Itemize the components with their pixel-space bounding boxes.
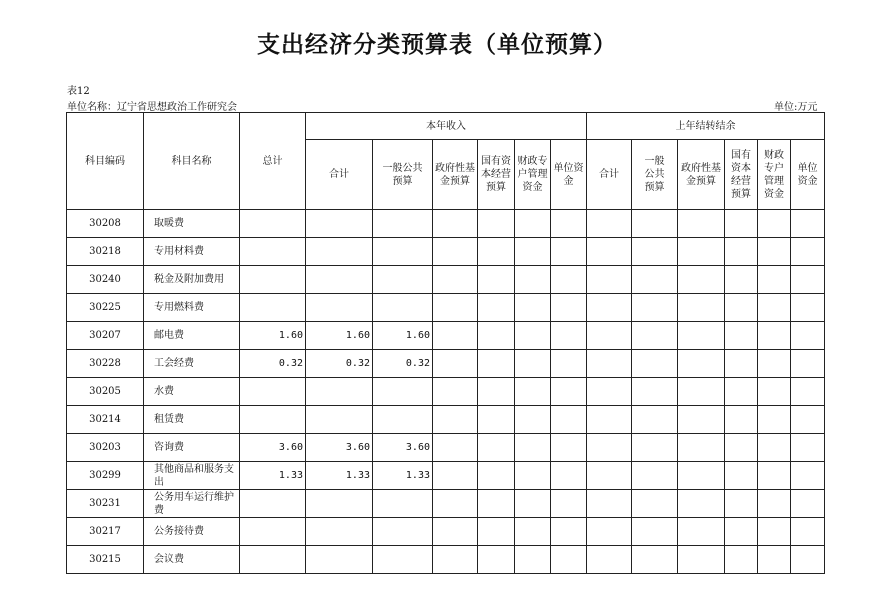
table-row: [67, 238, 825, 266]
cell-empty: [678, 210, 725, 238]
cell-empty: [791, 350, 825, 378]
cell-current-general: 0.32: [373, 350, 433, 378]
cell-empty: [551, 434, 587, 462]
cell-empty: [678, 490, 725, 518]
cell-empty: [515, 210, 551, 238]
cell-empty: [791, 462, 825, 490]
cell-current-total: [306, 406, 373, 434]
cell-current-general: [373, 238, 433, 266]
cell-empty: [478, 238, 515, 266]
cell-empty: [433, 490, 478, 518]
cell-code: 30240: [67, 266, 144, 294]
cell-code: 30207: [67, 322, 144, 350]
cell-name: 会议费: [144, 546, 240, 574]
header-current-total: 合计: [306, 140, 373, 210]
cell-empty: [433, 406, 478, 434]
cell-empty: [478, 378, 515, 406]
cell-empty: [551, 350, 587, 378]
header-name: 科目名称: [144, 113, 240, 210]
cell-empty: [791, 546, 825, 574]
header-current-group: 本年收入: [306, 113, 587, 140]
cell-empty: [551, 378, 587, 406]
table-row: [67, 266, 825, 294]
cell-empty: [433, 294, 478, 322]
header-current-state-capital: 国有资本经营预算: [478, 140, 515, 210]
cell-code: 30299: [67, 462, 144, 490]
cell-empty: [791, 294, 825, 322]
cell-empty: [725, 210, 758, 238]
cell-empty: [632, 462, 678, 490]
cell-empty: [678, 546, 725, 574]
cell-empty: [725, 378, 758, 406]
cell-empty: [791, 266, 825, 294]
table-number: 表12: [67, 86, 90, 97]
cell-empty: [433, 518, 478, 546]
cell-current-total: [306, 210, 373, 238]
cell-empty: [791, 210, 825, 238]
cell-total: [240, 546, 306, 574]
cell-empty: [758, 266, 791, 294]
cell-empty: [678, 434, 725, 462]
cell-empty: [587, 462, 632, 490]
cell-empty: [551, 210, 587, 238]
cell-empty: [632, 546, 678, 574]
cell-empty: [587, 546, 632, 574]
cell-current-total: [306, 546, 373, 574]
cell-empty: [725, 462, 758, 490]
cell-empty: [678, 378, 725, 406]
cell-name: 公务用车运行维护费: [144, 490, 240, 518]
cell-empty: [515, 462, 551, 490]
cell-empty: [632, 434, 678, 462]
cell-empty: [515, 546, 551, 574]
page-title: 支出经济分类预算表（单位预算）: [257, 32, 617, 58]
cell-current-total: [306, 518, 373, 546]
cell-empty: [433, 350, 478, 378]
table-row: [67, 322, 825, 350]
cell-empty: [758, 322, 791, 350]
table-row: [67, 546, 825, 574]
cell-empty: [791, 322, 825, 350]
cell-empty: [632, 210, 678, 238]
cell-total: [240, 378, 306, 406]
cell-code: 30217: [67, 518, 144, 546]
cell-empty: [678, 322, 725, 350]
header-prior-state-capital: 国有资本经营预算: [725, 140, 758, 210]
cell-empty: [678, 518, 725, 546]
cell-empty: [587, 518, 632, 546]
cell-total: [240, 406, 306, 434]
cell-empty: [632, 294, 678, 322]
cell-current-total: 1.60: [306, 322, 373, 350]
budget-table: [66, 112, 825, 574]
cell-current-general: [373, 546, 433, 574]
cell-total: [240, 210, 306, 238]
table-row: [67, 462, 825, 490]
cell-empty: [758, 546, 791, 574]
cell-name: 租赁费: [144, 406, 240, 434]
cell-name: 咨询费: [144, 434, 240, 462]
cell-empty: [515, 490, 551, 518]
cell-empty: [551, 518, 587, 546]
cell-empty: [433, 462, 478, 490]
cell-name: 公务接待费: [144, 518, 240, 546]
cell-empty: [478, 490, 515, 518]
cell-code: 30208: [67, 210, 144, 238]
cell-empty: [758, 490, 791, 518]
cell-current-general: [373, 406, 433, 434]
cell-empty: [433, 238, 478, 266]
cell-empty: [515, 322, 551, 350]
cell-empty: [478, 294, 515, 322]
cell-empty: [632, 406, 678, 434]
cell-empty: [433, 546, 478, 574]
header-prior-general: 一般公共预算: [632, 140, 678, 210]
cell-empty: [632, 490, 678, 518]
cell-empty: [551, 406, 587, 434]
cell-empty: [551, 322, 587, 350]
table-row: [67, 210, 825, 238]
cell-empty: [791, 238, 825, 266]
cell-code: 30218: [67, 238, 144, 266]
cell-empty: [791, 490, 825, 518]
cell-current-total: 3.60: [306, 434, 373, 462]
cell-empty: [725, 322, 758, 350]
cell-code: 30215: [67, 546, 144, 574]
cell-empty: [587, 322, 632, 350]
cell-empty: [433, 434, 478, 462]
cell-total: [240, 518, 306, 546]
cell-empty: [678, 238, 725, 266]
cell-total: 0.32: [240, 350, 306, 378]
cell-empty: [791, 378, 825, 406]
cell-empty: [551, 490, 587, 518]
cell-empty: [758, 294, 791, 322]
cell-empty: [725, 294, 758, 322]
cell-empty: [758, 350, 791, 378]
table-row: [67, 350, 825, 378]
cell-empty: [551, 266, 587, 294]
cell-total: [240, 266, 306, 294]
cell-empty: [678, 462, 725, 490]
cell-empty: [433, 210, 478, 238]
cell-empty: [551, 294, 587, 322]
cell-total: 3.60: [240, 434, 306, 462]
table-row: [67, 294, 825, 322]
cell-current-general: [373, 210, 433, 238]
cell-current-total: [306, 294, 373, 322]
cell-current-total: 1.33: [306, 462, 373, 490]
cell-empty: [478, 210, 515, 238]
cell-empty: [678, 350, 725, 378]
cell-empty: [587, 378, 632, 406]
table-row: [67, 518, 825, 546]
cell-code: 30203: [67, 434, 144, 462]
cell-empty: [758, 462, 791, 490]
cell-name: 工会经费: [144, 350, 240, 378]
cell-empty: [725, 434, 758, 462]
cell-empty: [515, 294, 551, 322]
cell-current-general: 1.33: [373, 462, 433, 490]
cell-empty: [758, 406, 791, 434]
cell-current-total: [306, 266, 373, 294]
cell-empty: [587, 434, 632, 462]
cell-current-total: 0.32: [306, 350, 373, 378]
cell-empty: [433, 266, 478, 294]
cell-current-total: [306, 378, 373, 406]
cell-empty: [632, 238, 678, 266]
cell-empty: [515, 518, 551, 546]
cell-empty: [758, 518, 791, 546]
cell-name: 其他商品和服务支出: [144, 462, 240, 490]
cell-name: 水费: [144, 378, 240, 406]
cell-total: 1.33: [240, 462, 306, 490]
cell-empty: [758, 434, 791, 462]
cell-empty: [725, 406, 758, 434]
cell-empty: [515, 378, 551, 406]
cell-empty: [478, 546, 515, 574]
cell-empty: [478, 406, 515, 434]
cell-empty: [632, 378, 678, 406]
cell-empty: [433, 322, 478, 350]
header-prior-unit-funds: 单位资金: [791, 140, 825, 210]
cell-empty: [725, 518, 758, 546]
table-row: [67, 378, 825, 406]
cell-empty: [632, 350, 678, 378]
cell-empty: [725, 490, 758, 518]
header-current-fund: 政府性基金预算: [433, 140, 478, 210]
cell-empty: [632, 518, 678, 546]
cell-empty: [478, 434, 515, 462]
cell-empty: [587, 210, 632, 238]
cell-empty: [678, 294, 725, 322]
cell-total: [240, 294, 306, 322]
cell-empty: [678, 406, 725, 434]
cell-total: [240, 490, 306, 518]
cell-empty: [725, 546, 758, 574]
cell-empty: [725, 238, 758, 266]
cell-empty: [515, 350, 551, 378]
cell-current-general: 1.60: [373, 322, 433, 350]
header-current-unit-funds: 单位资金: [551, 140, 587, 210]
cell-empty: [587, 490, 632, 518]
cell-empty: [791, 518, 825, 546]
cell-empty: [551, 462, 587, 490]
cell-empty: [551, 238, 587, 266]
cell-current-total: [306, 490, 373, 518]
cell-empty: [758, 378, 791, 406]
cell-current-general: [373, 294, 433, 322]
cell-name: 取暖费: [144, 210, 240, 238]
cell-name: 税金及附加费用: [144, 266, 240, 294]
cell-empty: [725, 350, 758, 378]
cell-code: 30214: [67, 406, 144, 434]
header-prior-special-account: 财政专户管理资金: [758, 140, 791, 210]
cell-code: 30225: [67, 294, 144, 322]
cell-empty: [587, 238, 632, 266]
cell-empty: [478, 350, 515, 378]
cell-name: 专用材料费: [144, 238, 240, 266]
table-row: [67, 434, 825, 462]
header-current-general: 一般公共预算: [373, 140, 433, 210]
cell-empty: [478, 462, 515, 490]
cell-current-general: [373, 266, 433, 294]
cell-current-total: [306, 238, 373, 266]
cell-code: 30205: [67, 378, 144, 406]
cell-empty: [478, 518, 515, 546]
cell-empty: [587, 266, 632, 294]
cell-empty: [632, 266, 678, 294]
cell-empty: [758, 238, 791, 266]
header-prior-fund: 政府性基金预算: [678, 140, 725, 210]
unit-label: 单位:万元: [774, 102, 818, 113]
cell-empty: [587, 406, 632, 434]
cell-current-general: [373, 518, 433, 546]
cell-empty: [758, 210, 791, 238]
cell-current-general: 3.60: [373, 434, 433, 462]
cell-code: 30228: [67, 350, 144, 378]
header-code: 科目编码: [67, 113, 144, 210]
cell-empty: [551, 546, 587, 574]
cell-current-general: [373, 490, 433, 518]
table-row: [67, 490, 825, 518]
cell-empty: [515, 434, 551, 462]
cell-current-general: [373, 378, 433, 406]
cell-empty: [515, 406, 551, 434]
cell-total: 1.60: [240, 322, 306, 350]
header-total: 总计: [240, 113, 306, 210]
cell-name: 邮电费: [144, 322, 240, 350]
header-prior-total: 合计: [587, 140, 632, 210]
cell-empty: [791, 434, 825, 462]
cell-empty: [725, 266, 758, 294]
header-prior-group: 上年结转结余: [587, 113, 825, 140]
cell-empty: [515, 238, 551, 266]
unit-name: 单位名称：辽宁省思想政治工作研究会: [67, 102, 237, 113]
cell-empty: [587, 294, 632, 322]
cell-total: [240, 238, 306, 266]
cell-empty: [678, 266, 725, 294]
cell-empty: [791, 406, 825, 434]
cell-empty: [515, 266, 551, 294]
table-row: [67, 406, 825, 434]
cell-empty: [478, 322, 515, 350]
cell-empty: [478, 266, 515, 294]
header-current-special-account: 财政专户管理资金: [515, 140, 551, 210]
cell-empty: [632, 322, 678, 350]
cell-code: 30231: [67, 490, 144, 518]
cell-empty: [433, 378, 478, 406]
cell-empty: [587, 350, 632, 378]
cell-name: 专用燃料费: [144, 294, 240, 322]
